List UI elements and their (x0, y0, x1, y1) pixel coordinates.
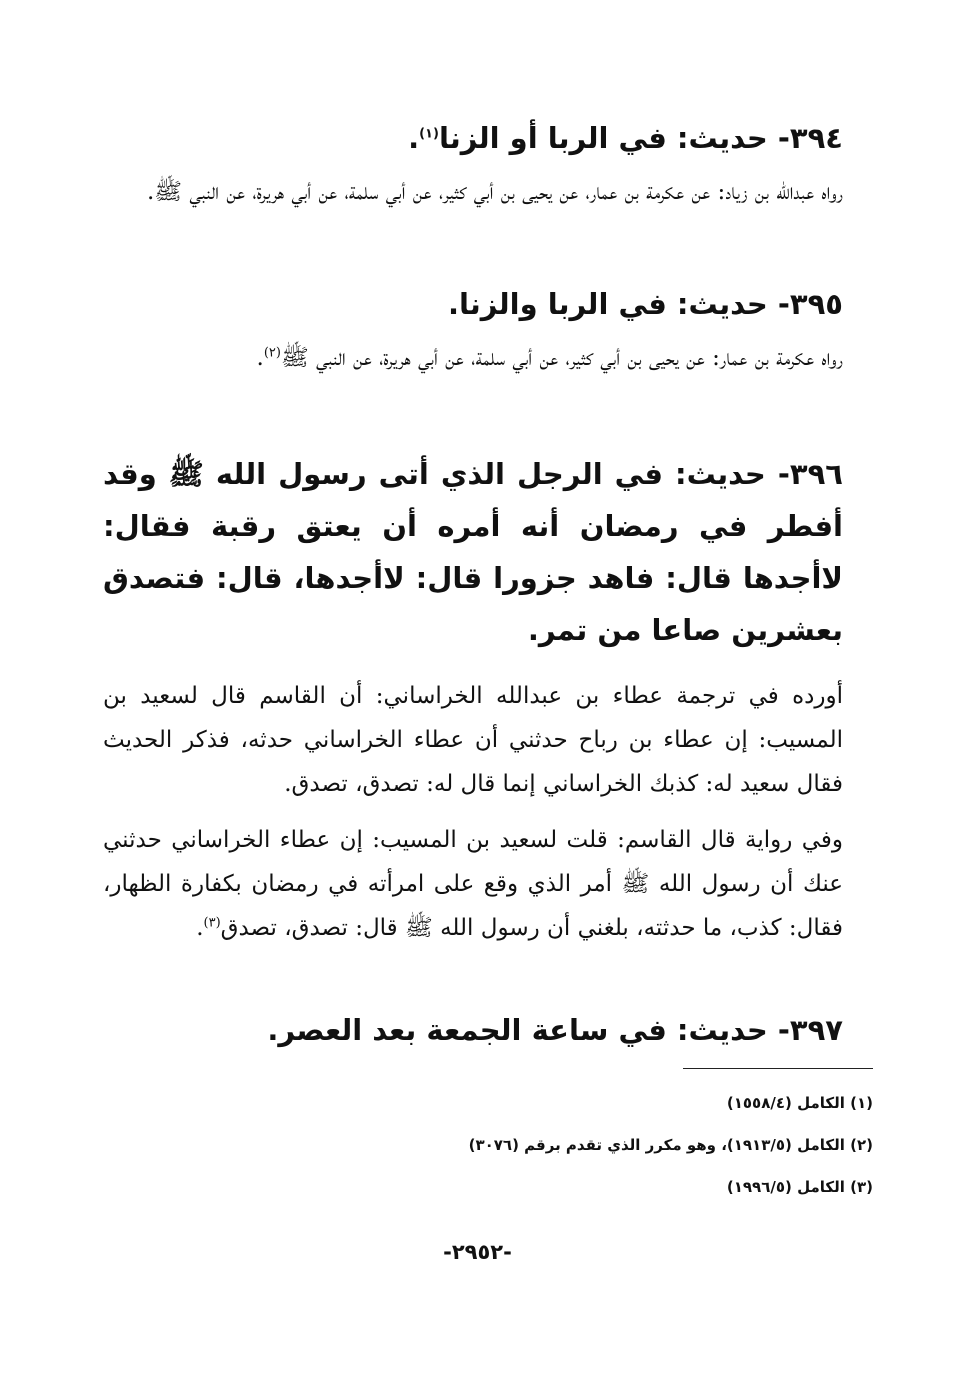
footnote: (١) الكامل (١٥٥٨/٤) (726, 1094, 873, 1112)
entry-body: رواه عبدالله بن زياد: عن عكرمة بن عمار، عن يحيى بن أبي كثير، عن أبي سلمة، عن أبي هريرة، عن النبي ﷺ. (146, 179, 843, 205)
entry-heading: ٣٩٤- حديث: في الربا أو الزنا$^{(١)}$. (408, 121, 843, 155)
footnote: (٢) الكامل (١٩١٣/٥)، وهو مكرر الذي تقدم برقم (٣٠٧٦) (468, 1136, 873, 1154)
entry-body: وفي رواية قال القاسم: قلت لسعيد بن المسيب: إن عطاء الخراساني حدثني عنك أن رسول الله ﷺ أمر الذي وقع على امرأته في رمضان بكفارة الظهار، فقال: كذب، ما حدثته، بلغني أن رسول الله ﷺ قال: تصدق، تصدق$^{(٣)}$. (103, 827, 843, 941)
entry-heading: ٣٩٦- حديث: في الرجل الذي أتى رسول الله ﷺ وقد أفطر في رمضان أنه أمره أن يعتق رقبة فقال: لاأجدها قال: فاهد جزورا قال: لاأجدها، قال: فتصدق بعشرين صاعا من تمر. (103, 457, 843, 647)
page-number: -٢٩٥٢- (443, 1240, 512, 1264)
entry-body: أورده في ترجمة عطاء بن عبدالله الخراساني: أن القاسم قال لسعيد بن المسيب: إن عطاء بن رباح حدثني أن عطاء الخراساني حدثه، فذكر الحديث فقال سعيد له: كذبك الخراساني إنما قال له: تصدق، تصدق. (103, 683, 843, 797)
footnote-divider (683, 1068, 873, 1069)
entry-body: رواه عكرمة بن عمار: عن يحيى بن أبي كثير، عن أبي سلمة، عن أبي هريرة، عن النبي ﷺ$^{(٢)}$. (256, 345, 843, 371)
footnote-ref: (١) (419, 126, 439, 142)
entry-394 (103, 112, 843, 214)
entry-397 (103, 1004, 843, 1056)
entry-396 (103, 448, 843, 950)
entry-395 (103, 278, 843, 380)
entry-heading: ٣٩٧- حديث: في ساعة الجمعة بعد العصر. (267, 1013, 843, 1047)
footnote-ref: (٢) (263, 345, 281, 361)
footnotes (113, 1082, 873, 1208)
footnote-ref: (٣) (203, 915, 221, 931)
entry-heading: ٣٩٥- حديث: في الربا والزنا. (447, 287, 843, 321)
footnote: (٣) الكامل (١٩٩٦/٥) (726, 1178, 873, 1196)
